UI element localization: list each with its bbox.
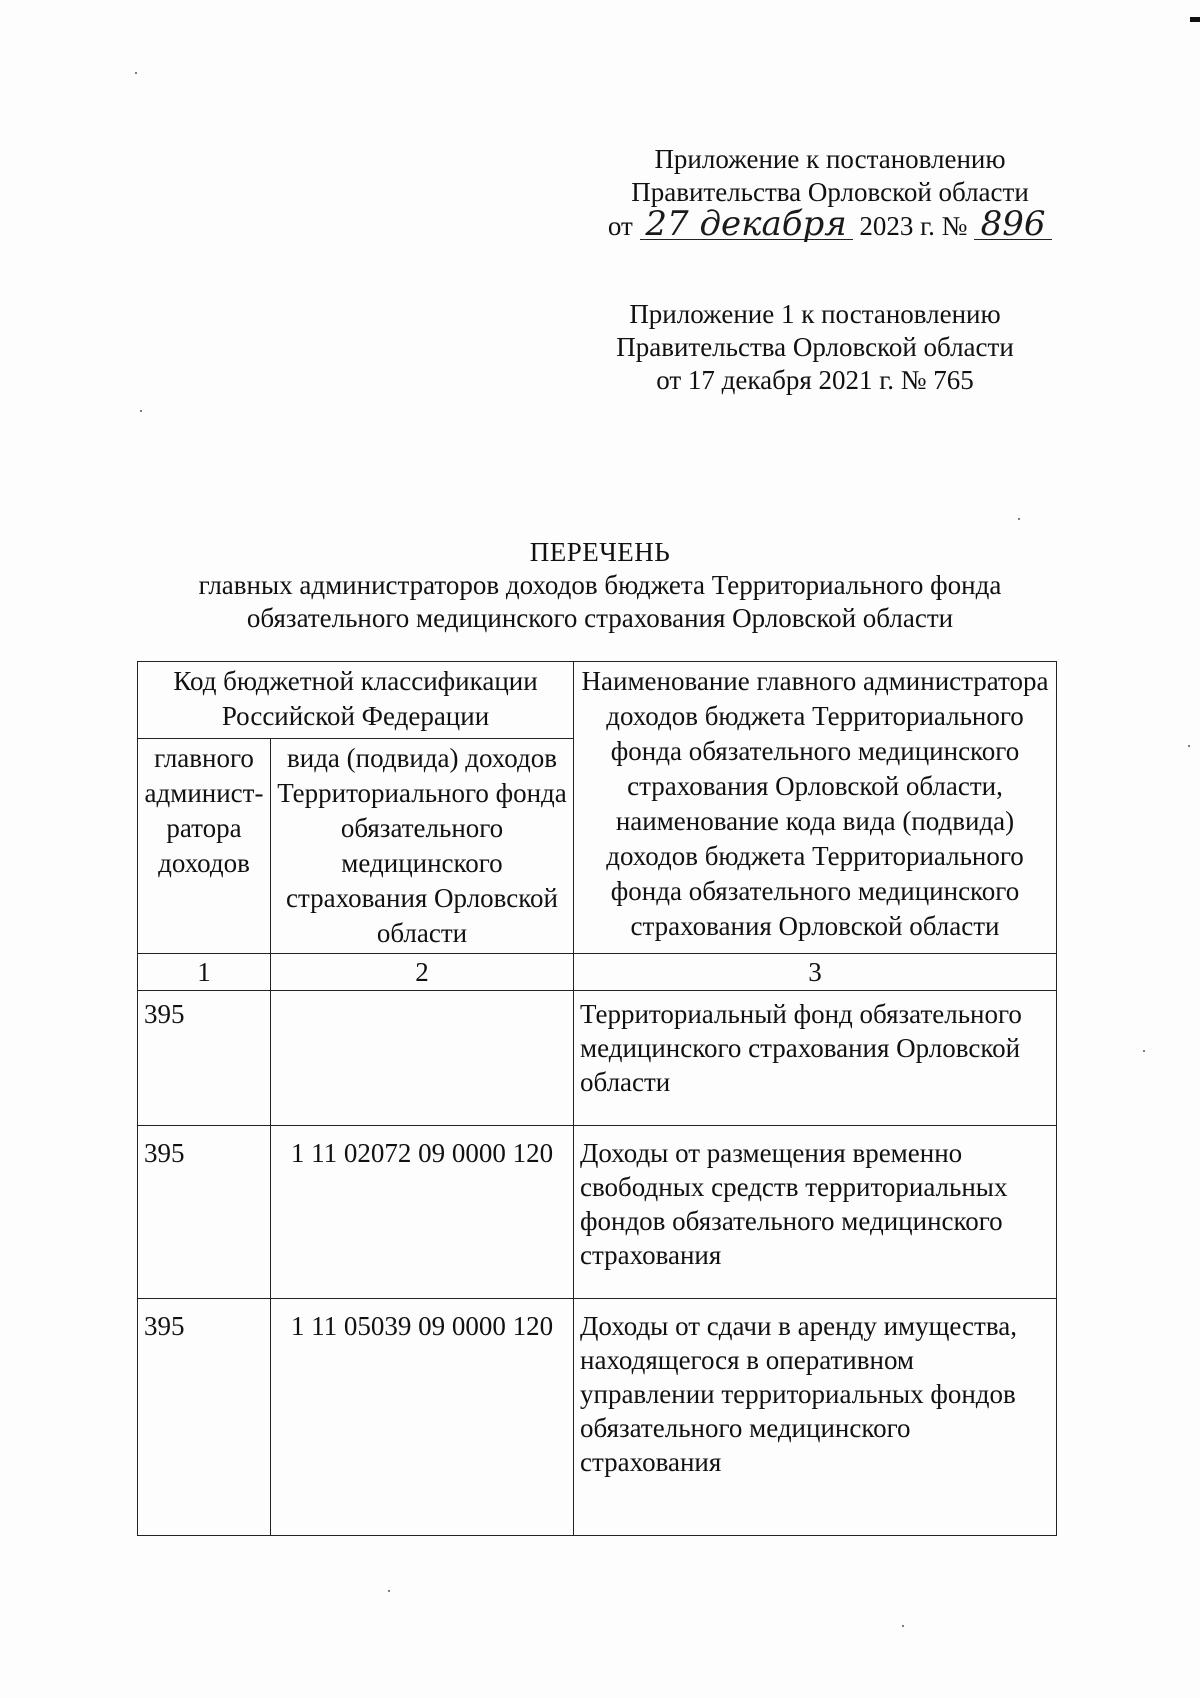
document-heading: ПЕРЕЧЕНЬ — [529, 537, 671, 567]
subheader-type: вида (подвида) доходов Территориального фонда обязательного медицинского страхования Орловской области — [271, 739, 574, 954]
annex-current-line1: Приложение к постановлению — [654, 144, 1006, 174]
scan-speck — [388, 1590, 390, 1592]
table-row — [138, 1299, 1057, 1536]
cell-revenue-code — [271, 991, 574, 1126]
scan-speck — [1018, 518, 1020, 520]
document-title-line1: главных администраторов доходов бюджета Территориального фонда — [198, 570, 1002, 600]
scan-speck — [135, 72, 137, 74]
annex-original-line3: от 17 декабря 2021 г. № 765 — [656, 365, 974, 395]
header-code: Код бюджетной классификации Российской Федерации — [138, 662, 574, 739]
column-number: 1 — [138, 954, 271, 991]
subheader-admin: главного админист-ратора доходов — [138, 739, 271, 954]
scan-speck — [1188, 745, 1190, 747]
cell-admin-code: 395 — [138, 1299, 271, 1536]
scan-speck — [902, 1625, 904, 1627]
column-number: 3 — [574, 954, 1057, 991]
annex-original-header — [600, 298, 1030, 397]
administrators-table — [137, 661, 1057, 1536]
annex-original-line1: Приложение 1 к постановлению — [629, 299, 1001, 329]
scan-speck — [1143, 1050, 1145, 1052]
handwritten-number: 896 — [974, 209, 1052, 240]
cell-revenue-code: 1 11 02072 09 0000 120 — [271, 1126, 574, 1299]
annex-original-line2: Правительства Орловской области — [616, 332, 1014, 362]
cell-name: Территориальный фонд обязательного медицинского страхования Орловской области — [574, 991, 1057, 1126]
annex-current-line3 — [600, 204, 1060, 244]
table-row — [138, 991, 1057, 1126]
table-header-row — [138, 662, 1057, 739]
document-title-line2: обязательного медицинского страхования Орловской области — [246, 603, 954, 633]
annex-current-header — [600, 143, 1060, 243]
document-title — [130, 536, 1070, 635]
handwritten-date: 27 декабря — [640, 209, 853, 240]
annex-current-year: 2023 г. № — [859, 211, 968, 241]
cell-admin-code: 395 — [138, 991, 271, 1126]
cell-revenue-code: 1 11 05039 09 0000 120 — [271, 1299, 574, 1536]
cell-admin-code: 395 — [138, 1126, 271, 1299]
annex-current-prefix: от — [607, 211, 633, 241]
cell-name: Доходы от сдачи в аренду имущества, находящегося в оперативном управлении территориальных фондов обязательного медицинского страхования — [574, 1299, 1057, 1536]
column-number-row — [138, 954, 1057, 991]
cell-name: Доходы от размещения временно свободных средств территориальных фондов обязательного медицинского страхования — [574, 1126, 1057, 1299]
scan-speck — [140, 410, 142, 412]
scan-corner-mark — [1190, 17, 1200, 22]
annex-current-line2: Правительства Орловской области — [631, 177, 1029, 207]
header-name: Наименование главного администратора доходов бюджета Территориального фонда обязательного медицинского страхования Орловской области, наименование кода вида (подвида) доходов бюджета Территориального фонда обязательного медицинского страхования Орловской области — [574, 662, 1057, 954]
column-number: 2 — [271, 954, 574, 991]
table-row — [138, 1126, 1057, 1299]
